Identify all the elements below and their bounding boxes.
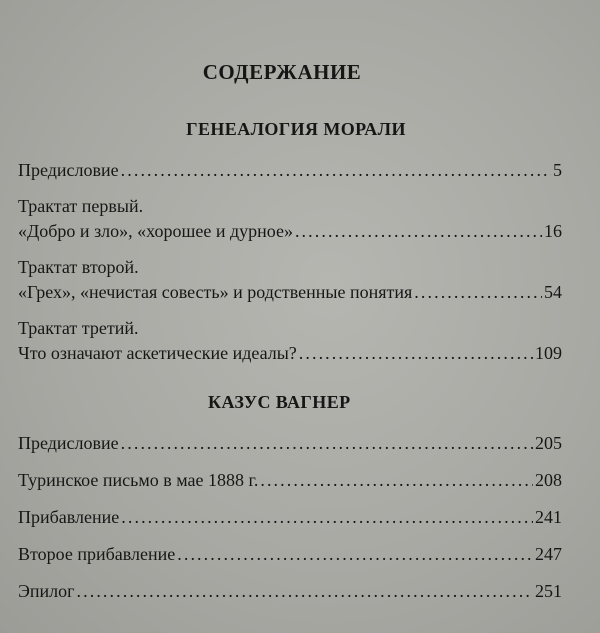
- toc-entry-page: 16: [544, 221, 562, 241]
- toc-entry-page: 205: [535, 433, 562, 453]
- toc-entry: [18, 431, 562, 456]
- toc-entry-label: «Грех», «нечистая совесть» и родственные понятия: [18, 282, 413, 302]
- dot-leader: [414, 280, 542, 305]
- toc-entry-page: 241: [535, 507, 562, 527]
- toc-entry: [18, 542, 562, 567]
- toc-entry-page: 5: [553, 160, 562, 180]
- contents-title: СОДЕРЖАНИЕ: [202, 60, 362, 84]
- dot-leader: [299, 341, 533, 366]
- toc-entry-label: Предисловие: [18, 433, 119, 453]
- dot-leader: [295, 219, 542, 244]
- toc-entry-page: 247: [535, 544, 562, 564]
- dot-leader: [121, 158, 551, 183]
- toc-entry-heading: Трактат первый.: [18, 196, 144, 216]
- toc-entry: [18, 468, 562, 493]
- dot-leader: [121, 431, 533, 456]
- toc-entry-heading: Трактат третий.: [18, 318, 139, 338]
- toc-entry-label: Прибавление: [18, 507, 120, 527]
- dot-leader: [121, 505, 533, 530]
- dot-leader: [177, 542, 533, 567]
- toc-entry-label: Предисловие: [18, 160, 119, 180]
- toc-entry-page: 251: [535, 581, 562, 601]
- toc-entry-heading: Трактат второй.: [18, 257, 139, 277]
- toc-entry-page: 208: [535, 470, 562, 490]
- toc-entry: [18, 505, 562, 530]
- toc-entry-label: Второе прибавление: [18, 544, 176, 564]
- toc-entry-label: «Добро и зло», «хорошее и дурное»: [18, 221, 293, 241]
- toc-list-genealogy: [18, 158, 562, 366]
- toc-entry-label: Туринское письмо в мае 1888 г.: [18, 470, 259, 490]
- toc-entry: [18, 255, 562, 305]
- dot-leader: [260, 468, 533, 493]
- toc-entry: [18, 158, 562, 183]
- dot-leader: [77, 579, 533, 604]
- toc-entry: [18, 579, 562, 604]
- toc-entry-label: Что означают аскетические идеалы?: [18, 343, 297, 363]
- toc-list-wagner: [18, 431, 562, 604]
- section-title-genealogy: ГЕНЕАЛОГИЯ МОРАЛИ: [186, 119, 406, 139]
- section-title-wagner: КАЗУС ВАГНЕР: [208, 392, 351, 412]
- toc-entry: [18, 194, 562, 244]
- toc-entry-page: 54: [544, 282, 562, 302]
- toc-entry: [18, 316, 562, 366]
- toc-entry-label: Эпилог: [18, 581, 75, 601]
- toc-entry-page: 109: [535, 343, 562, 363]
